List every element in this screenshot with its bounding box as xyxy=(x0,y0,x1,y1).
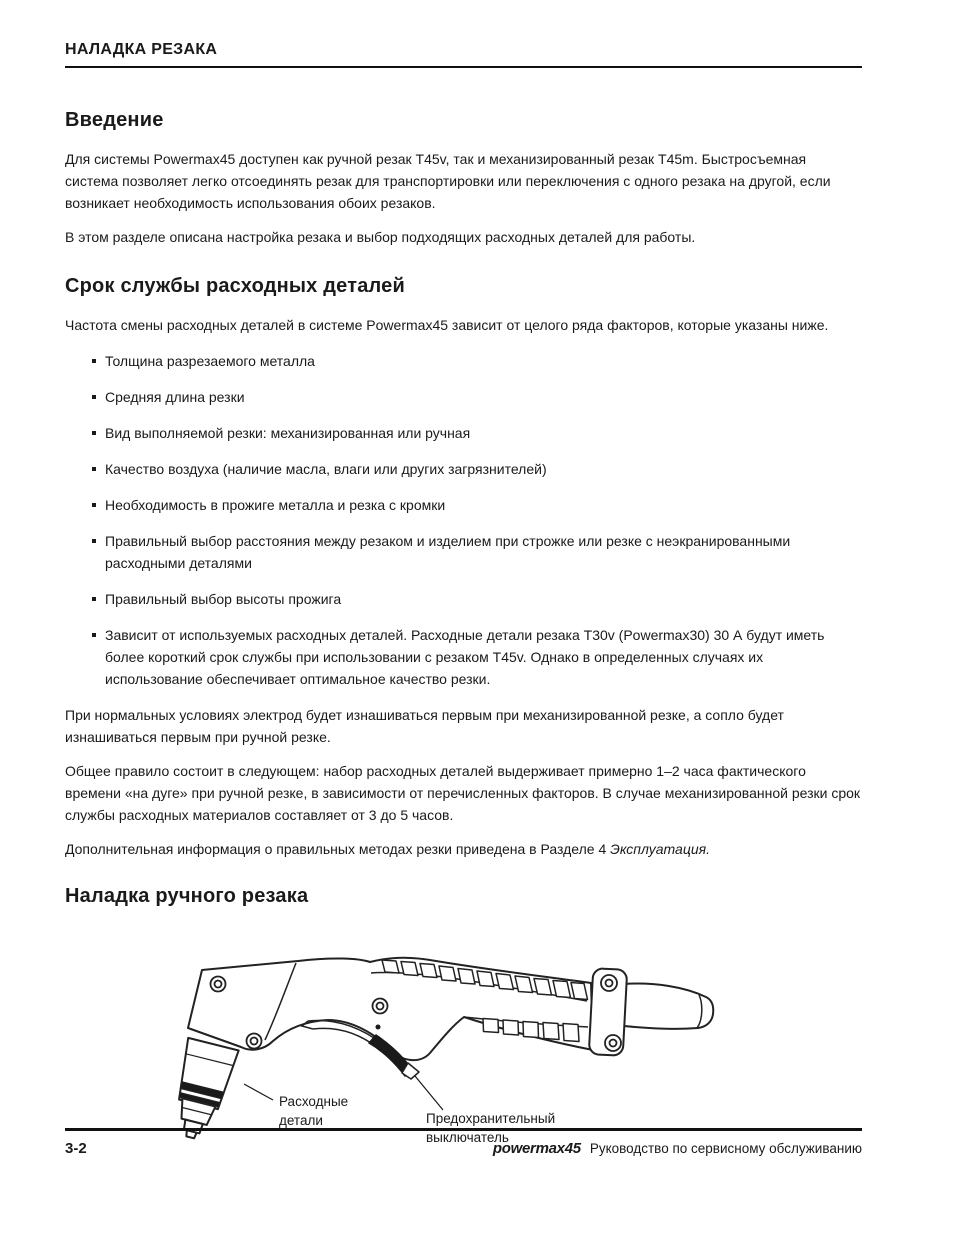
list-item-text: Зависит от используемых расходных деталей. Расходные детали резака T30v (Powermax30) 30 А будут иметь более короткий срок службы при использовании с резаком T45v. Однако в определенных случаях их использование обеспечивает оптимальное качество резки. xyxy=(105,627,825,687)
list-item xyxy=(90,624,862,690)
torch-figure xyxy=(150,924,750,1154)
list-item xyxy=(90,350,862,372)
page-footer xyxy=(65,1128,862,1158)
manual-title: Руководство по сервисному обслуживанию xyxy=(589,1141,862,1156)
list-item-text: Необходимость в прожиге металла и резка с кромки xyxy=(105,497,446,513)
list-item-text: Средняя длина резки xyxy=(105,389,245,405)
list-item-text: Правильный выбор расстояния между резаком и изделием при строжке или резке с неэкранированными расходными деталями xyxy=(105,533,791,571)
bullet-square xyxy=(92,633,96,637)
list-item xyxy=(90,386,862,408)
factors-list xyxy=(65,350,862,690)
bullet-square xyxy=(92,395,96,399)
screw xyxy=(610,1040,617,1047)
consumables-label-line1: Расходные xyxy=(279,1094,349,1109)
lifespan-heading: Срок службы расходных деталей xyxy=(65,275,405,297)
bullet-square xyxy=(92,503,96,507)
list-item-text: Толщина разрезаемого металла xyxy=(105,353,315,369)
list-item-text: Правильный выбор высоты прожига xyxy=(105,591,342,607)
list-item xyxy=(90,458,862,480)
bullet-square xyxy=(92,359,96,363)
leader-line-consumables xyxy=(244,1084,273,1100)
footer-right xyxy=(493,1140,862,1158)
lifespan-paragraph-1: При нормальных условиях электрод будет изнашиваться первым при механизированной резке, а сопло будет изнашиваться первым при ручной резке. xyxy=(65,707,784,745)
bullet-square xyxy=(92,539,96,543)
screw xyxy=(251,1038,258,1045)
consumables-label-line2: детали xyxy=(279,1113,323,1128)
screw xyxy=(215,981,222,988)
intro-paragraph-2: В этом разделе описана настройка резака и выбор подходящих расходных деталей для работы. xyxy=(65,229,696,245)
intro-heading: Введение xyxy=(65,109,164,131)
leader-line-safety-switch xyxy=(415,1076,443,1110)
setup-heading: Наладка ручного резака xyxy=(65,885,309,907)
screw xyxy=(377,1003,384,1010)
list-item xyxy=(90,422,862,444)
safety-switch-label-line1: Предохранительный xyxy=(426,1111,556,1126)
list-item-text: Качество воздуха (наличие масла, влаги или других загрязнителей) xyxy=(105,461,547,477)
lifespan-paragraph-3-italic: Эксплуатация. xyxy=(610,841,710,857)
safety-switch-label-line2: выключатель xyxy=(426,1130,509,1145)
page-number: 3-2 xyxy=(65,1140,87,1157)
list-item-text: Вид выполняемой резки: механизированная или ручная xyxy=(105,425,471,441)
list-item xyxy=(90,494,862,516)
brand-logo: powermax45 xyxy=(492,1140,581,1157)
bullet-square xyxy=(92,597,96,601)
running-header: НАЛАДКА РЕЗАКА xyxy=(65,40,862,68)
bullet-square xyxy=(92,431,96,435)
lifespan-paragraph-3-text: Дополнительная информация о правильных методах резки приведена в Разделе 4 xyxy=(65,841,611,857)
torch-illustration xyxy=(150,924,750,1154)
list-item xyxy=(90,530,862,574)
screw xyxy=(606,980,613,987)
list-item xyxy=(90,588,862,610)
lifespan-paragraph-2: Общее правило состоит в следующем: набор расходных деталей выдерживает примерно 1–2 часа фактического времени «на дуге» при ручной резке, в зависимости от перечисленных факторов. В случае механизированной резки срок службы расходных материалов составляет от 3 до 5 часов. xyxy=(65,763,861,823)
lifespan-paragraph-3 xyxy=(65,838,862,860)
pivot-dot xyxy=(376,1025,381,1030)
intro-paragraph-1: Для системы Powermax45 доступен как ручной резак T45v, так и механизированный резак T45m. Быстросъемная система позволяет легко отсоединять резак для транспортировки или переключения с одного резака на другой, если возникает необходимость использования обоих резаков. xyxy=(65,151,831,211)
bullet-square xyxy=(92,467,96,471)
lifespan-lead: Частота смены расходных деталей в системе Powermax45 зависит от целого ряда факторов, которые указаны ниже. xyxy=(65,317,829,333)
